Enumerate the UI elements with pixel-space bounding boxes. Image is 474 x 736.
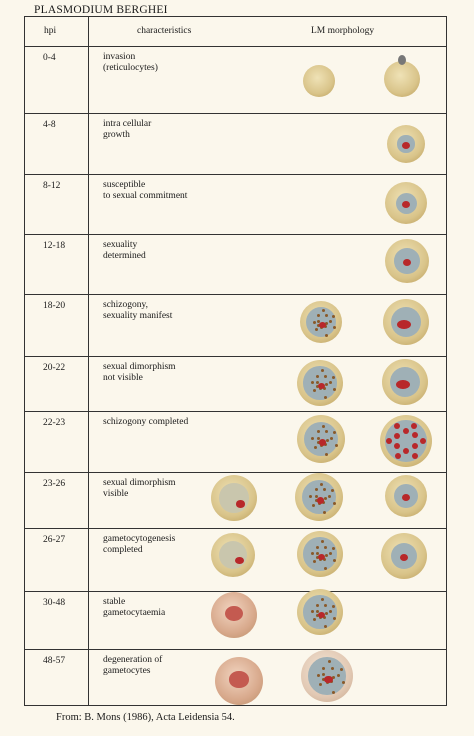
lm-morphology-cells — [25, 650, 446, 707]
hpi-value: 12-18 — [43, 241, 66, 251]
characteristic-line: susceptible — [103, 180, 146, 190]
cell-illustration — [297, 415, 345, 463]
hpi-value: 23-26 — [43, 479, 66, 489]
cell-illustration — [382, 359, 428, 405]
cell-illustration — [380, 415, 432, 467]
table-row — [25, 592, 446, 650]
table-row — [25, 175, 446, 235]
table-row — [25, 529, 446, 592]
characteristic-line: sexual dimorphism — [103, 478, 176, 488]
characteristic-line: visible — [103, 489, 129, 499]
header-hpi: hpi — [44, 26, 57, 36]
lm-morphology-cells — [25, 295, 446, 356]
characteristic-line: to sexual commitment — [103, 191, 188, 201]
characteristic-line: growth — [103, 130, 130, 140]
table-row — [25, 47, 446, 114]
characteristic-line: (reticulocytes) — [103, 63, 158, 73]
characteristic-line: completed — [103, 545, 143, 555]
cell-illustration — [384, 61, 420, 97]
cell-illustration — [300, 301, 342, 343]
lm-morphology-cells — [25, 114, 446, 174]
lm-morphology-cells — [25, 473, 446, 528]
cell-illustration — [297, 589, 343, 635]
characteristic-line: not visible — [103, 373, 143, 383]
table-row — [25, 295, 446, 357]
characteristic-line: degeneration of — [103, 655, 163, 665]
hpi-value: 18-20 — [43, 301, 66, 311]
cell-illustration — [295, 473, 343, 521]
cell-illustration — [381, 533, 427, 579]
header-characteristics: characteristics — [137, 26, 192, 36]
header-lm-morphology: LM morphology — [311, 26, 375, 36]
lm-morphology-cells — [25, 412, 446, 472]
table-row — [25, 473, 446, 529]
cell-illustration — [301, 650, 353, 702]
lm-morphology-cells — [25, 235, 446, 294]
cell-illustration — [387, 125, 425, 163]
cell-illustration — [385, 182, 427, 224]
characteristic-line: gametocytes — [103, 666, 151, 676]
table-row — [25, 235, 446, 295]
hpi-value: 20-22 — [43, 363, 66, 373]
table-row — [25, 357, 446, 412]
table-row — [25, 114, 446, 175]
characteristic-line: intra cellular — [103, 119, 152, 129]
lm-morphology-cells — [25, 529, 446, 591]
characteristic-line: sexuality manifest — [103, 311, 173, 321]
table-header-row — [25, 17, 446, 47]
hpi-value: 26-27 — [43, 535, 66, 545]
table-title: PLASMODIUM BERGHEI — [34, 4, 168, 16]
characteristic-line: stable — [103, 597, 126, 607]
hpi-value: 48-57 — [43, 656, 66, 666]
cell-illustration — [297, 360, 343, 406]
characteristic-line: sexuality — [103, 240, 138, 250]
lm-morphology-cells — [25, 175, 446, 234]
hpi-value: 30-48 — [43, 598, 66, 608]
characteristic-line: schizogony, — [103, 300, 149, 310]
lm-morphology-cells — [25, 357, 446, 411]
characteristic-line: schizogony completed — [103, 417, 189, 427]
hpi-value: 0-4 — [43, 53, 56, 63]
hpi-value: 4-8 — [43, 120, 56, 130]
cell-illustration — [385, 475, 427, 517]
cell-illustration — [383, 299, 429, 345]
cell-illustration — [211, 475, 257, 521]
hpi-value: 8-12 — [43, 181, 61, 191]
lm-morphology-cells — [25, 47, 446, 113]
cell-illustration — [215, 657, 263, 705]
table-row — [25, 650, 446, 707]
hpi-value: 22-23 — [43, 418, 66, 428]
characteristic-line: gametocytogenesis — [103, 534, 176, 544]
characteristic-line: gametocytaemia — [103, 608, 166, 618]
lm-morphology-cells — [25, 592, 446, 649]
cell-illustration — [211, 533, 255, 577]
characteristic-line: sexual dimorphism — [103, 362, 176, 372]
cell-illustration — [211, 592, 257, 638]
source-footer: From: B. Mons (1986), Acta Leidensia 54. — [56, 712, 235, 723]
morphology-table — [24, 16, 447, 706]
cell-illustration — [385, 239, 429, 283]
table-row — [25, 412, 446, 473]
cell-illustration — [303, 65, 335, 97]
cell-illustration — [297, 531, 343, 577]
characteristic-line: determined — [103, 251, 146, 261]
characteristic-line: invasion — [103, 52, 136, 62]
